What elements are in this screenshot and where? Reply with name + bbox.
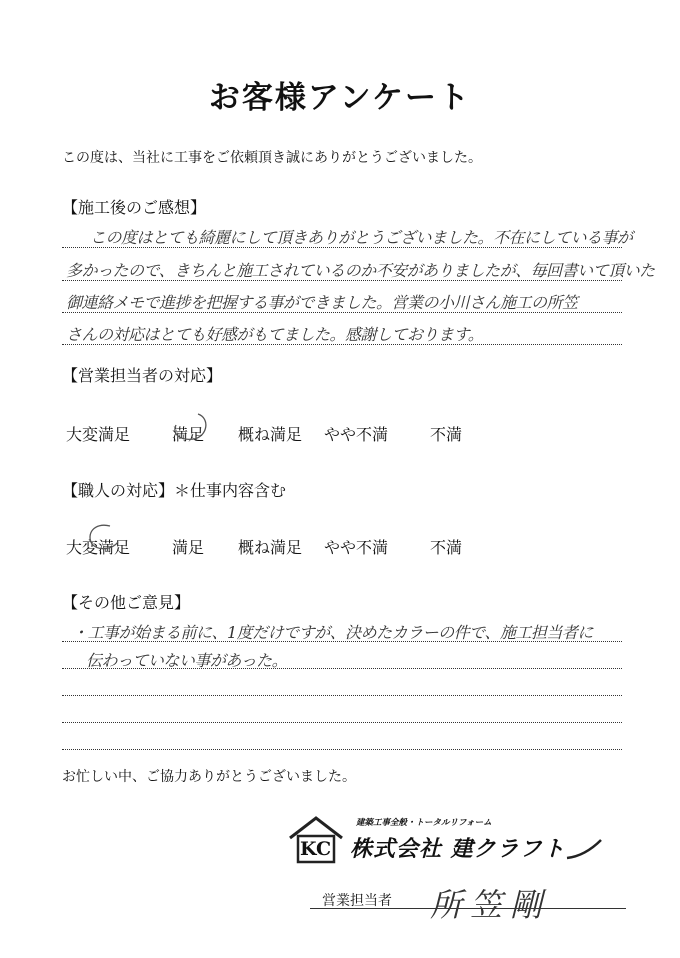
impression-line: 御連絡メモで進捗を把握する事ができました。営業の小川さん施工の所笠 [66,293,578,312]
sales-option-satisfied[interactable]: 満足 [172,425,205,444]
other-heading: 【その他ご意見】 [62,593,191,612]
sales-option-somewhat-dissatisfied[interactable]: やや不満 [324,425,389,444]
craftsman-option-satisfied[interactable]: 満足 [172,538,205,557]
closing-text: お忙しい中、ご協力ありがとうございました。 [62,769,356,785]
impression-line: この度はとても綺麗にして頂きありがとうございました。不在にしている事が [90,228,633,247]
sales-option-dissatisfied[interactable]: 不満 [430,425,463,444]
sales-option-mostly-satisfied[interactable]: 概ね満足 [238,425,303,444]
company-logo [286,814,346,864]
impression-line: さんの対応はとても好感がもてました。感謝しております。 [66,325,484,344]
page-title: お客様アンケート [208,80,472,116]
signature-line [310,908,626,909]
dotted-line [62,749,622,750]
staff-signature: 所笠剛 [430,886,551,924]
craftsman-heading: 【職人の対応】＊仕事内容含む [62,481,287,500]
craftsman-option-somewhat-dissatisfied[interactable]: やや不満 [324,538,389,557]
swoosh-icon [565,838,605,860]
company-tagline: 建築工事全般・トータルリフォーム [356,818,492,828]
craftsman-option-very-satisfied[interactable]: 大変満足 [66,538,131,557]
selection-circle [82,520,126,554]
other-line: ・工事が始まる前に、1度だけですが、決めたカラーの件で、施工担当者に [72,623,593,642]
craftsman-option-dissatisfied[interactable]: 不満 [430,538,463,557]
intro-text: この度は、当社に工事をご依頼頂き誠にありがとうございました。 [62,150,482,166]
sales-option-very-satisfied[interactable]: 大変満足 [66,425,131,444]
dotted-line [62,722,622,723]
sales-heading: 【営業担当者の対応】 [62,366,223,385]
company-name: 株式会社 建クラフト [350,837,566,862]
other-line: 伝わっていない事があった。 [86,651,288,670]
selection-circle [168,410,214,444]
craftsman-option-mostly-satisfied[interactable]: 概ね満足 [238,538,303,557]
logo-letters: KC [300,838,332,860]
impressions-heading: 【施工後のご感想】 [62,198,207,217]
impression-line: 多かったので、きちんと施工されているのか不安がありましたが、毎回書いて頂いた [66,261,655,280]
dotted-line [62,695,622,696]
staff-label: 営業担当者 [322,893,392,909]
